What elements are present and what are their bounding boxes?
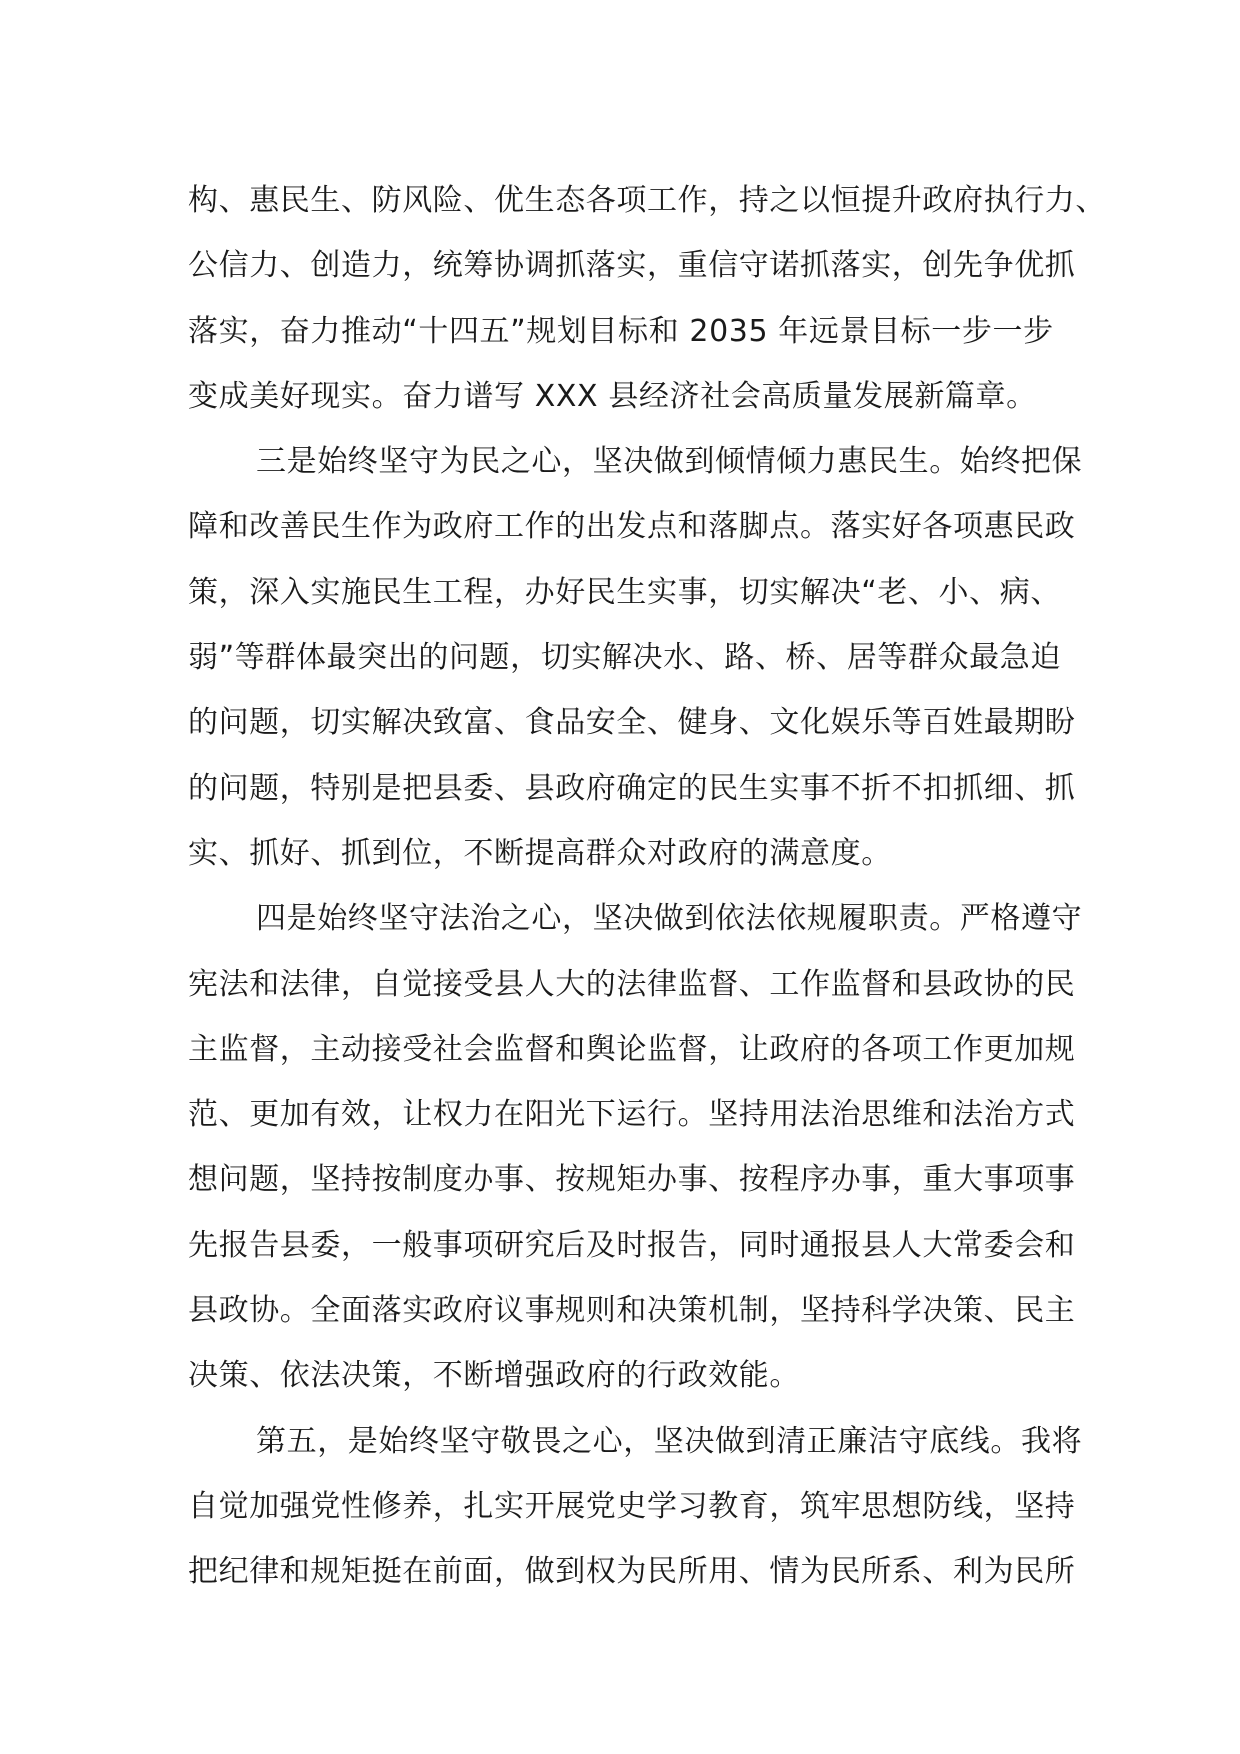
text-line: 先报告县委，一般事项研究后及时报告，同时通报县人大常委会和 bbox=[188, 1227, 1076, 1263]
text-line: 弱”等群体最突出的问题，切实解决水、路、桥、居等群众最急迫 bbox=[188, 640, 1061, 676]
text-line: 想问题，坚持按制度办事、按规矩办事、按程序办事，重大事项事 bbox=[188, 1162, 1076, 1198]
text-line: 决策、依法决策，不断增强政府的行政效能。 bbox=[188, 1358, 800, 1394]
paragraph-three bbox=[188, 429, 1083, 886]
text-line: 构、惠民生、防风险、优生态各项工作，持之以恒提升政府执行力、 bbox=[188, 183, 1106, 218]
paragraph-four bbox=[188, 886, 1083, 1408]
text-line: 宪法和法律，自觉接受县人大的法律监督、工作监督和县政协的民 bbox=[188, 966, 1076, 1002]
document-body bbox=[188, 168, 1106, 1605]
text-line: 自觉加强党性修养，扎实开展党史学习教育，筑牢思想防线，坚持 bbox=[188, 1488, 1076, 1524]
paragraph-continuation bbox=[188, 168, 1106, 429]
text-line: 三是始终坚守为民之心，坚决做到倾情倾力惠民生。始终把保 bbox=[256, 444, 1083, 480]
text-line: 主监督，主动接受社会监督和舆论监督，让政府的各项工作更加规 bbox=[188, 1031, 1076, 1067]
text-line: 变成美好现实。奋力谱写 XXX 县经济社会高质量发展新篇章。 bbox=[188, 378, 1037, 414]
text-line: 的问题，特别是把县委、县政府确定的民生实事不折不扣抓细、抓 bbox=[188, 770, 1076, 806]
text-line: 落实，奋力推动“十四五”规划目标和 2035 年远景目标一步一步 bbox=[188, 313, 1054, 349]
text-line: 第五，是始终坚守敬畏之心，坚决做到清正廉洁守底线。我将 bbox=[256, 1423, 1083, 1459]
text-line: 实、抓好、抓到位，不断提高群众对政府的满意度。 bbox=[188, 835, 892, 871]
text-line: 障和改善民生作为政府工作的出发点和落脚点。落实好各项惠民政 bbox=[188, 509, 1076, 545]
text-line: 公信力、创造力，统筹协调抓落实，重信守诺抓落实，创先争优抓 bbox=[188, 248, 1076, 284]
text-line: 的问题，切实解决致富、食品安全、健身、文化娱乐等百姓最期盼 bbox=[188, 705, 1076, 741]
paragraph-five bbox=[188, 1409, 1083, 1605]
text-line: 四是始终坚守法治之心，坚决做到依法依规履职责。严格遵守 bbox=[256, 901, 1083, 937]
text-line: 把纪律和规矩挺在前面，做到权为民所用、情为民所系、利为民所 bbox=[188, 1554, 1076, 1590]
text-line: 范、更加有效，让权力在阳光下运行。坚持用法治思维和法治方式 bbox=[188, 1097, 1076, 1133]
text-line: 策，深入实施民生工程，办好民生实事，切实解决“老、小、病、 bbox=[188, 574, 1061, 610]
text-line: 县政协。全面落实政府议事规则和决策机制，坚持科学决策、民主 bbox=[188, 1293, 1076, 1329]
